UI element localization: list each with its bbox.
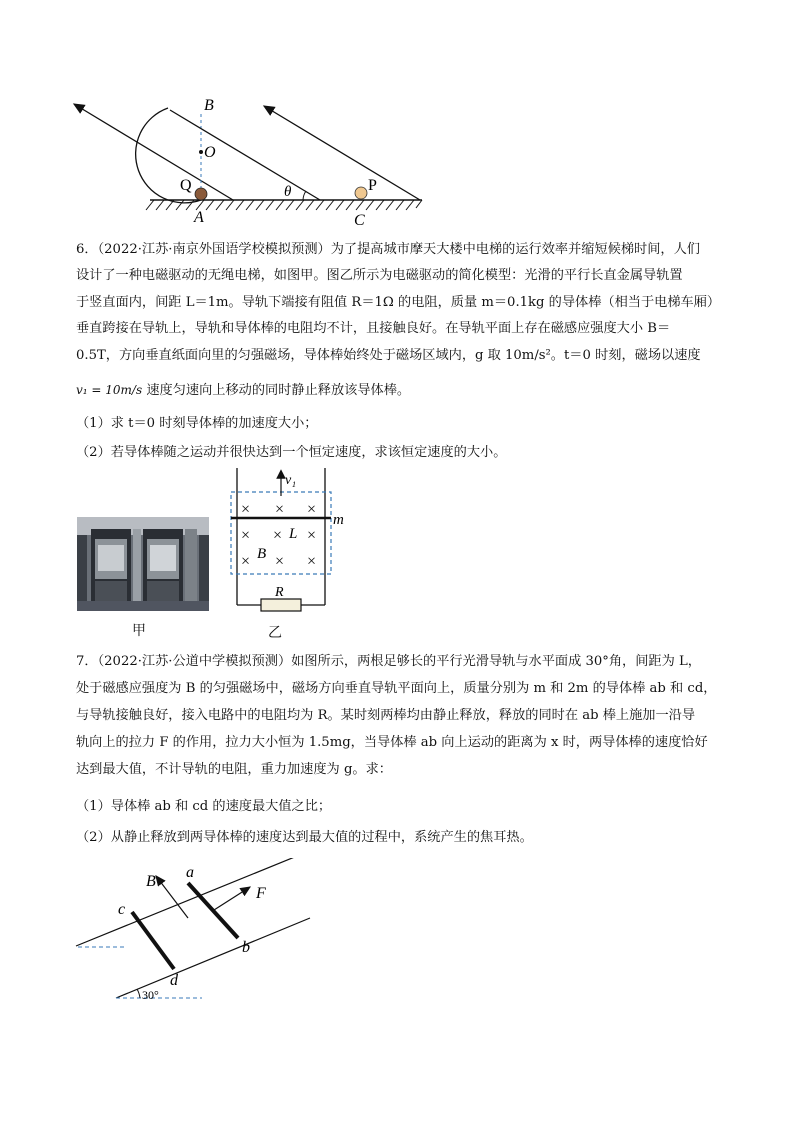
label-Q: Q bbox=[180, 177, 192, 194]
q6-line-1: 6．（2022·江苏·南京外国语学校模拟预测）为了提高城市摩天大楼中电梯的运行效率并缩短候梯时间，人们 bbox=[76, 242, 700, 257]
circuit-diagram bbox=[225, 468, 355, 620]
q6-line-6 bbox=[76, 379, 410, 398]
circuit-label-R: R bbox=[275, 585, 284, 600]
svg-text:×: × bbox=[275, 553, 285, 570]
circuit-label-L: L bbox=[289, 526, 298, 542]
center-dot-O bbox=[199, 150, 203, 154]
q7-line-2: 处于磁感应强度为 B 的匀强磁场中，磁场方向垂直导轨平面向上，质量分别为 m 和 2m 的导体棒 ab 和 cd， bbox=[76, 681, 717, 696]
q7-line-1: 7．（2022·江苏·公道中学模拟预测）如图所示，两根足够长的平行光滑导轨与水平面成 30°角，间距为 L， bbox=[76, 654, 701, 669]
fig7-label-F: F bbox=[256, 885, 266, 902]
svg-text:×: × bbox=[307, 553, 317, 570]
q7-sub-1: （1）导体棒 ab 和 cd 的速度最大值之比； bbox=[76, 799, 332, 814]
field-crosses bbox=[241, 501, 316, 570]
svg-text:×: × bbox=[241, 553, 251, 570]
q6-line-3: 于竖直面内，间距 L＝1m。导轨下端接有阻值 R＝1Ω 的电阻，质量 m＝0.1kg 的导体棒（相当于电梯车厢） bbox=[76, 295, 721, 310]
inclined-rails-figure bbox=[70, 858, 320, 1008]
fig7-label-d: d bbox=[170, 972, 178, 989]
rod-cd bbox=[132, 912, 174, 969]
middle-incline-line bbox=[170, 110, 320, 200]
q6-line-5: 0.5T，方向垂直纸面向里的匀强磁场，导体棒始终处于磁场区域内，g 取 10m/s²。t＝0 时刻，磁场以速度 bbox=[76, 348, 701, 363]
F-arrow bbox=[214, 887, 250, 910]
q7-sub-2: （2）从静止释放到两导体棒的速度达到最大值的过程中，系统产生的焦耳热。 bbox=[76, 830, 533, 845]
circuit-label-v1: v₁ bbox=[285, 473, 297, 488]
fig7-label-B: B bbox=[146, 873, 156, 890]
circuit-label-B: B bbox=[257, 546, 267, 562]
fig7-label-b: b bbox=[242, 939, 250, 956]
circuit-label-m: m bbox=[333, 512, 344, 528]
ground-hatching bbox=[146, 200, 422, 210]
fig7-angle-label: 30° bbox=[142, 988, 159, 1002]
label-C: C bbox=[354, 212, 365, 229]
q6-sub-1: （1）求 t＝0 时刻导体棒的加速度大小； bbox=[76, 416, 318, 431]
photo-caption: 甲 bbox=[132, 623, 146, 639]
label-A: A bbox=[194, 209, 204, 226]
resistor bbox=[261, 599, 301, 611]
label-P: P bbox=[368, 177, 377, 194]
q6-line-4: 垂直跨接在导轨上，导轨和导体棒的电阻均不计，且接触良好。在导轨平面上存在磁感应强度大小 B＝ bbox=[76, 321, 671, 336]
svg-text:×: × bbox=[307, 501, 317, 518]
svg-text:×: × bbox=[241, 501, 251, 518]
q7-line-4: 轨向上的拉力 F 的作用，拉力大小恒为 1.5mg，当导体棒 ab 向上运动的距离为 x 时，两导体棒的速度恰好 bbox=[76, 735, 708, 750]
q6-sub-2: （2）若导体棒随之运动并很快达到一个恒定速度，求该恒定速度的大小。 bbox=[76, 445, 507, 460]
svg-text:×: × bbox=[307, 527, 317, 544]
q7-line-3: 与导轨接触良好，接入电路中的电阻均为 R。某时刻两棒均由静止释放，释放的同时在 ab 棒上施加一沿导 bbox=[76, 708, 696, 723]
label-theta: θ bbox=[284, 184, 292, 200]
elevator-photo bbox=[77, 517, 209, 611]
ball-Q bbox=[195, 188, 207, 200]
q6-v1-formula: v₁ = 10m/s bbox=[76, 383, 143, 397]
q7-line-5: 达到最大值，不计导轨的电阻，重力加速度为 g。求： bbox=[76, 762, 392, 777]
fig7-label-c: c bbox=[118, 901, 126, 918]
theta-arc bbox=[303, 191, 306, 200]
circuit-caption: 乙 bbox=[268, 625, 282, 641]
ball-P bbox=[355, 187, 367, 199]
svg-text:×: × bbox=[241, 527, 251, 544]
angle-arc bbox=[137, 989, 140, 998]
label-B: B bbox=[204, 97, 214, 114]
svg-text:×: × bbox=[273, 527, 283, 544]
label-O: O bbox=[204, 144, 216, 161]
q6-line-6-text: 速度匀速向上移动的同时静止释放该导体棒。 bbox=[146, 383, 411, 398]
svg-text:×: × bbox=[275, 501, 285, 518]
rod-ab bbox=[188, 883, 238, 938]
fig7-label-a: a bbox=[186, 864, 194, 881]
incline-semicircle-figure bbox=[70, 90, 440, 230]
q6-line-2: 设计了一种电磁驱动的无绳电梯，如图甲。图乙所示为电磁驱动的简化模型：光滑的平行长直金属导轨置 bbox=[76, 268, 683, 283]
